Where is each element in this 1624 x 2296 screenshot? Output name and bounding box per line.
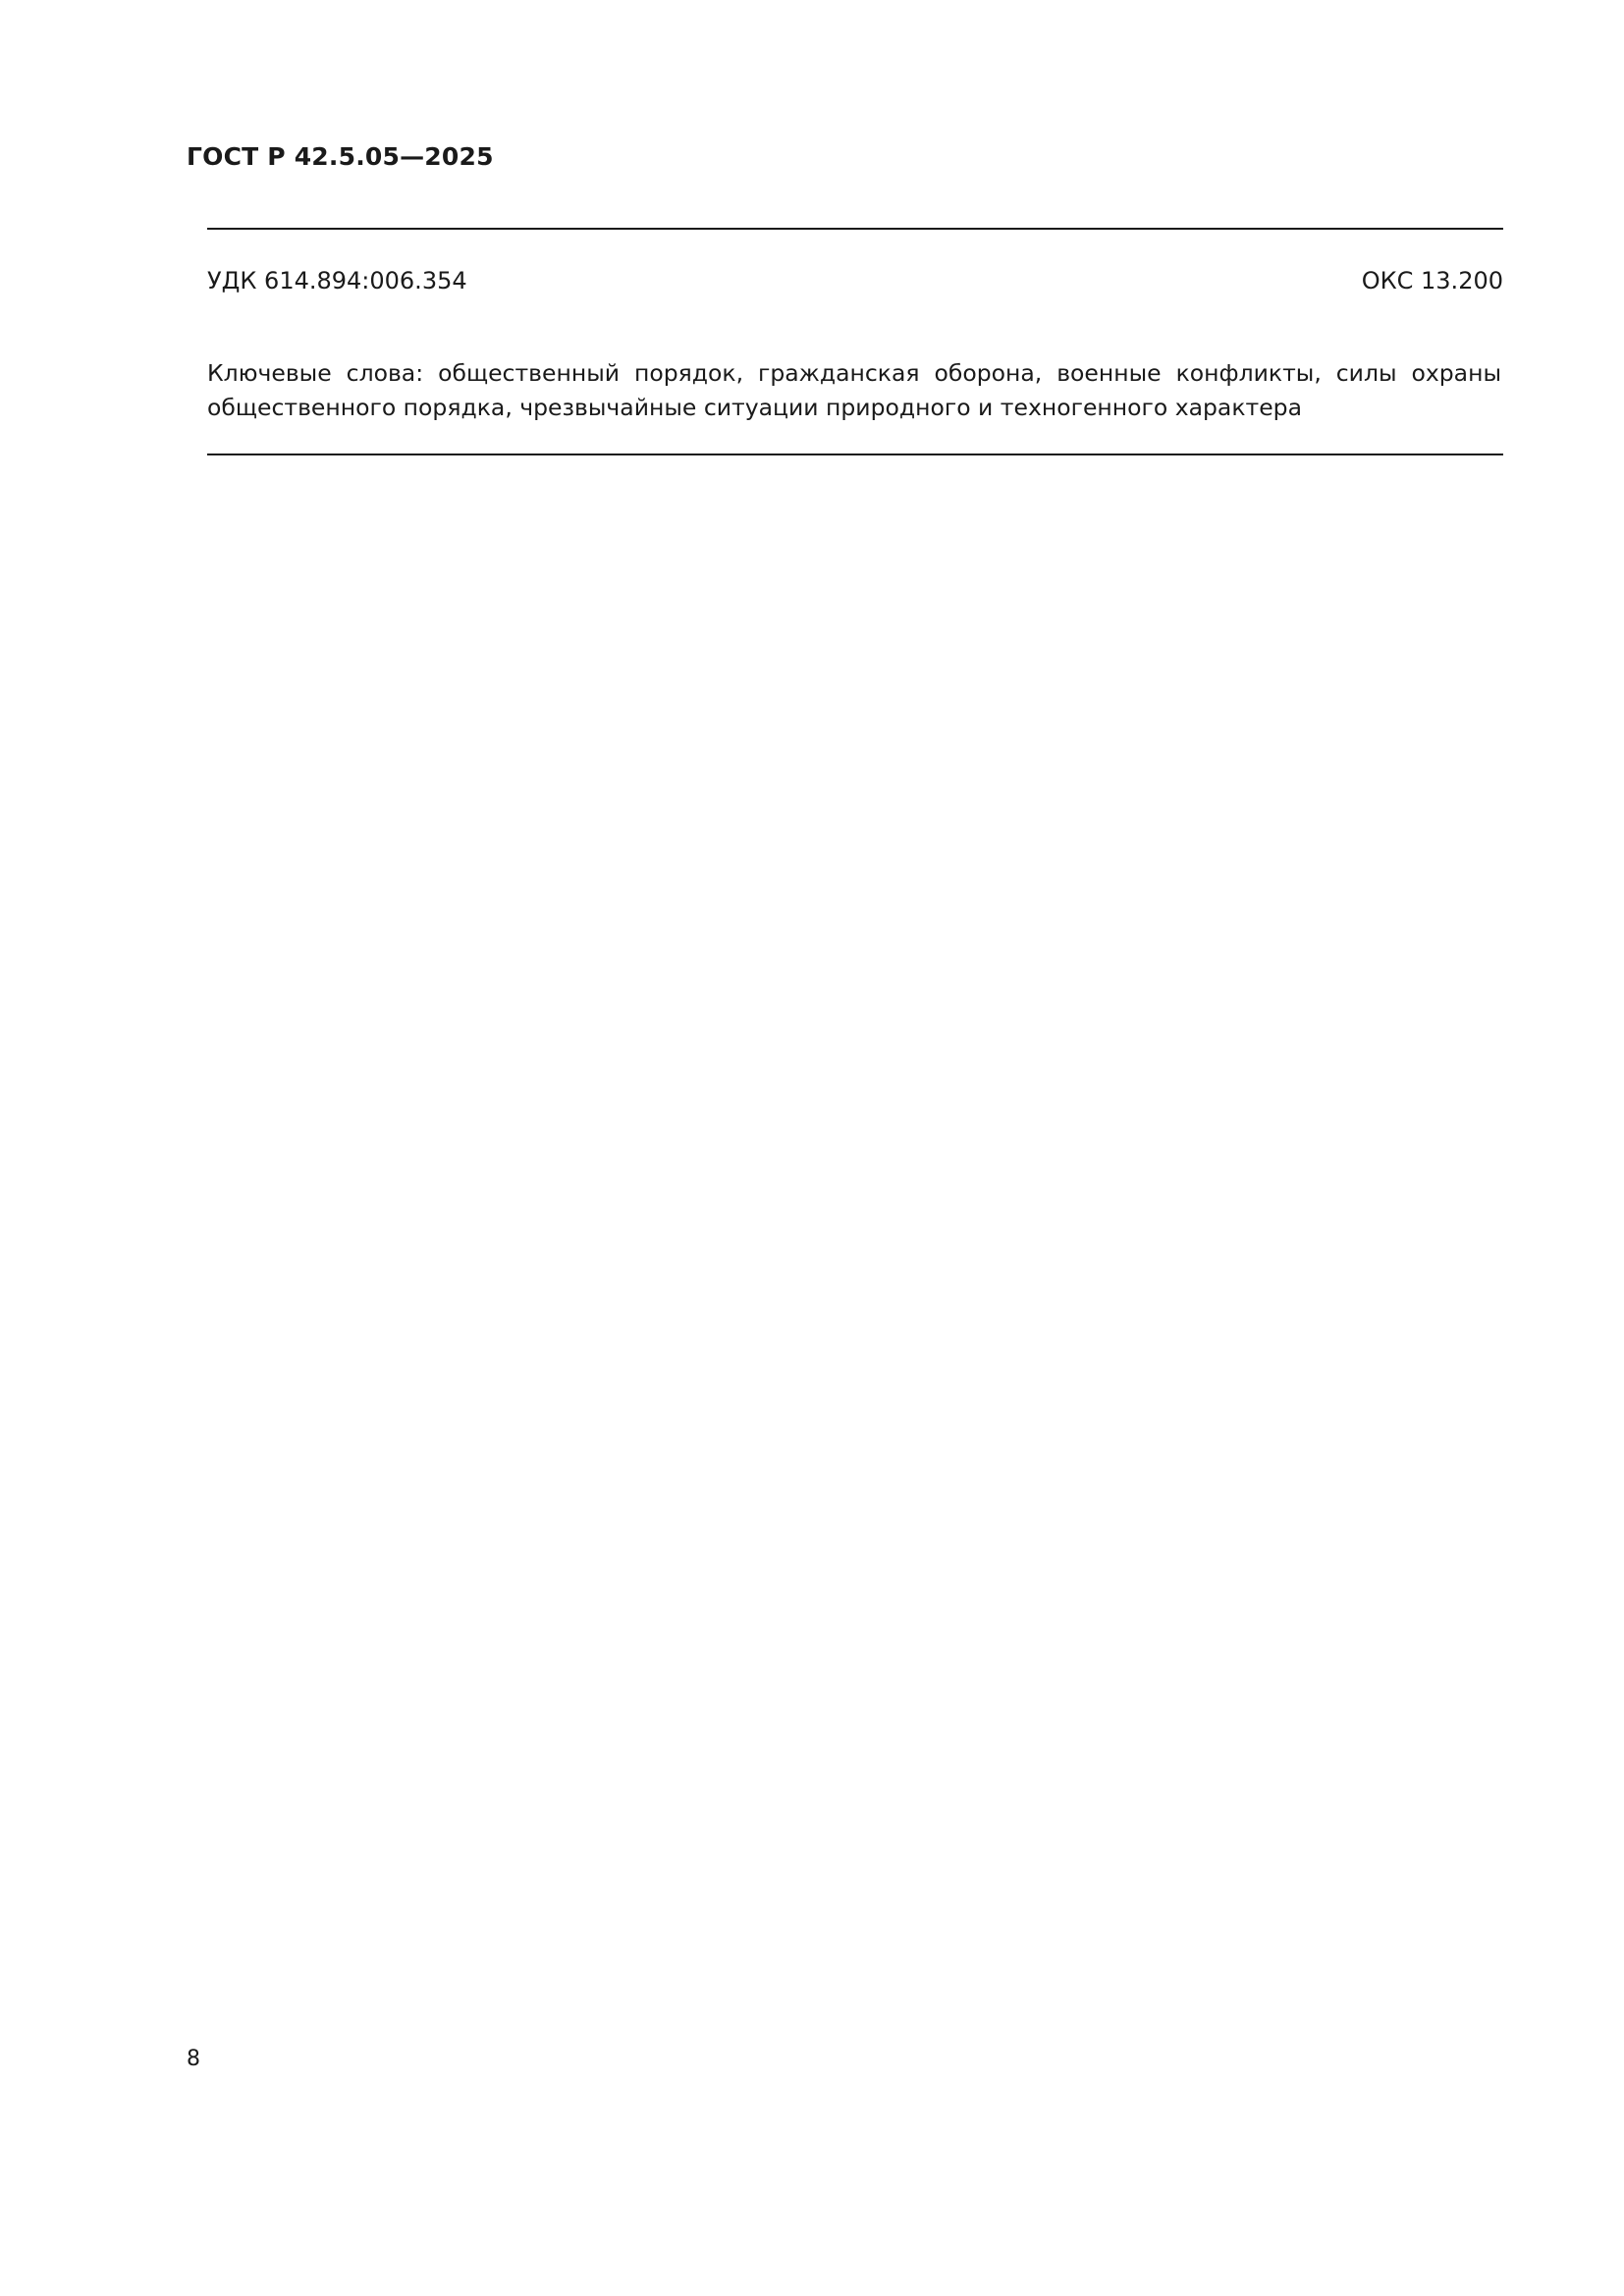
classification-codes-row (207, 267, 1503, 294)
keywords-paragraph: Ключевые слова: общественный порядок, гражданская оборона, военные конфликты, силы охраны общественного порядка, чрезвычайные ситуации природного и техногенного характера (207, 359, 1501, 421)
standard-designation-header: ГОСТ Р 42.5.05—2025 (187, 142, 494, 171)
horizontal-rule-top (207, 228, 1503, 230)
page-number: 8 (187, 2047, 200, 2071)
oks-code: ОКС 13.200 (1361, 267, 1503, 294)
page-content (187, 0, 1522, 2296)
udk-code: УДК 614.894:006.354 (207, 267, 467, 294)
horizontal-rule-bottom (207, 454, 1503, 455)
